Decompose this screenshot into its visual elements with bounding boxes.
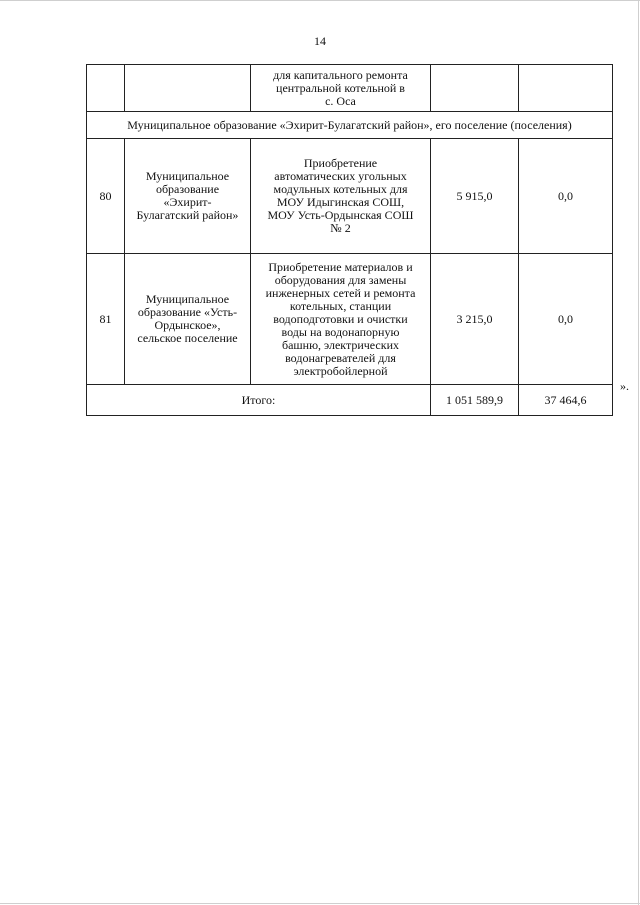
table-row	[87, 139, 613, 254]
cell-amount2: 0,0	[519, 139, 613, 254]
cell-municipality: Муниципальное образование «Усть- Ордынское», сельское поселение	[125, 254, 251, 385]
cell-municipality: Муниципальное образование «Эхирит- Булагатский район»	[125, 139, 251, 254]
section-header: Муниципальное образование «Эхирит-Булагатский район», его поселение (поселения)	[87, 112, 613, 139]
cell-amount2	[519, 65, 613, 112]
section-header-row	[87, 112, 613, 139]
cell-description: Приобретение материалов и оборудования для замены инженерных сетей и ремонта котельных, станции водоподготовки и очистки воды на водонапорную башню, электрических водонагревателей для электробойлерной	[251, 254, 431, 385]
scan-edge-bottom	[0, 903, 640, 904]
closing-quote: ».	[620, 379, 629, 393]
scan-edge-top	[0, 0, 640, 1]
total-row	[87, 385, 613, 416]
cell-amount1	[431, 65, 519, 112]
cell-amount1: 3 215,0	[431, 254, 519, 385]
cell-amount2: 0,0	[519, 254, 613, 385]
total-label: Итого:	[87, 385, 431, 416]
page-number: 14	[314, 34, 326, 48]
total-amount1: 1 051 589,9	[431, 385, 519, 416]
allocation-table	[86, 64, 613, 416]
table-row-continued	[87, 65, 613, 112]
cell-municipality	[125, 65, 251, 112]
scan-edge-right	[638, 0, 639, 905]
cell-amount1: 5 915,0	[431, 139, 519, 254]
table-row	[87, 254, 613, 385]
cell-num: 80	[87, 139, 125, 254]
cell-description: для капитального ремонта центральной котельной в с. Оса	[251, 65, 431, 112]
total-amount2: 37 464,6	[519, 385, 613, 416]
cell-num	[87, 65, 125, 112]
cell-description: Приобретение автоматических угольных модульных котельных для МОУ Идыгинская СОШ, МОУ Усть-Ордынская СОШ № 2	[251, 139, 431, 254]
cell-num: 81	[87, 254, 125, 385]
